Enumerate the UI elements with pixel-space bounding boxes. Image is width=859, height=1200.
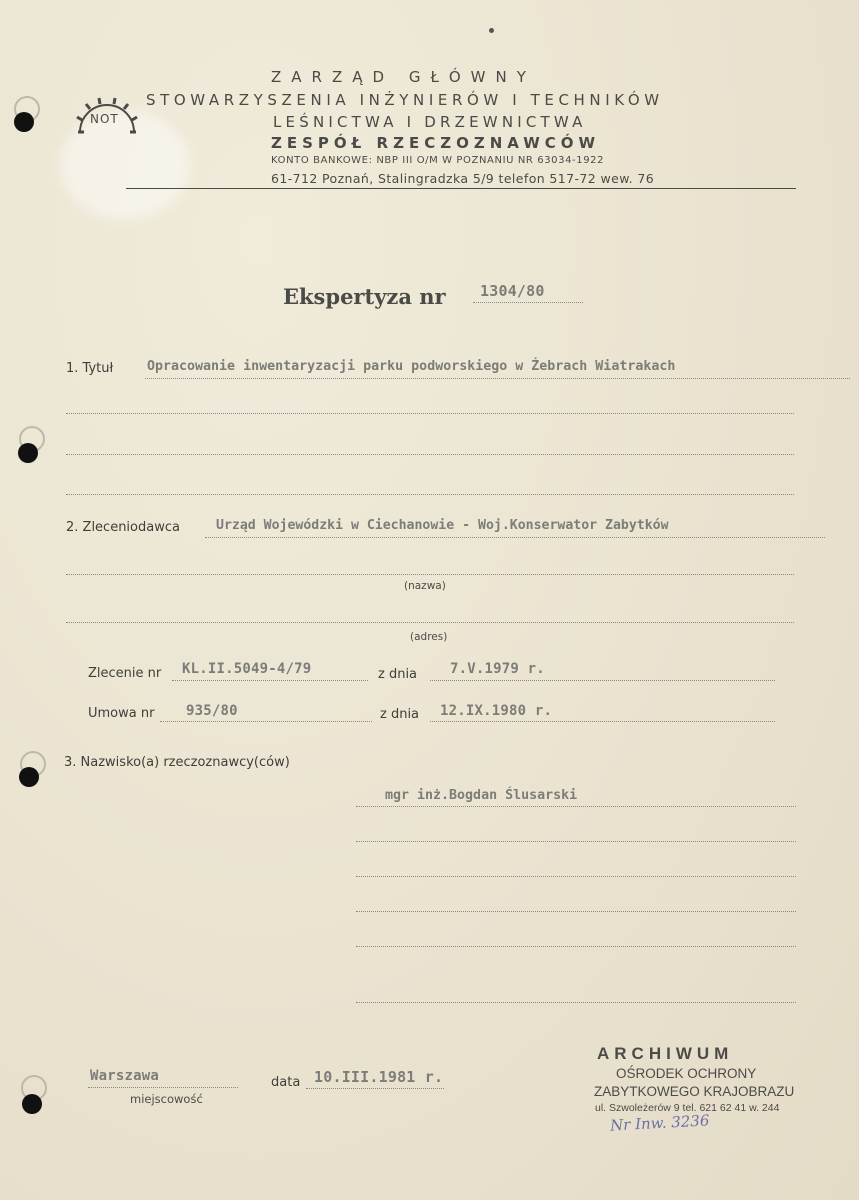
client-line-2: [66, 574, 794, 575]
date-line: [306, 1088, 444, 1089]
date-label: data: [271, 1075, 301, 1090]
order-date-label: z dnia: [378, 667, 418, 682]
experts-field-label: 3. Nazwisko(a) rzeczoznawcy(ców): [64, 755, 290, 770]
header-line-2: STOWARZYSZENIA INŻYNIERÓW I TECHNIKÓW: [146, 91, 664, 109]
title-field-value: Opracowanie inwentaryzacji parku podworskiego w Żebrach Wiatrakach: [147, 359, 676, 374]
number-line: [473, 302, 583, 303]
not-logo: [74, 92, 140, 136]
client-line-1: [205, 537, 825, 538]
experts-line-6: [356, 1002, 796, 1003]
header-line-4: ZESPÓŁ RZECZOZNAWCÓW: [271, 134, 601, 152]
punch-hole: [19, 767, 39, 787]
client-field-value: Urząd Wojewódzki w Ciechanowie - Woj.Konserwator Zabytków: [216, 518, 669, 533]
stamp-line-4: ul. Szwoleżerów 9 tel. 621 62 41 w. 244: [595, 1102, 780, 1114]
header-bank-account: KONTO BANKOWE: NBP III O/M W POZNANIU NR 63034-1922: [271, 155, 605, 166]
contract-date-label: z dnia: [380, 707, 420, 722]
document-number: 1304/80: [480, 282, 545, 300]
experts-line-1: [356, 806, 796, 807]
order-label: Zlecenie nr: [88, 666, 162, 681]
handwritten-inventory-number: Nr Inw. 3236: [609, 1111, 710, 1135]
experts-line-4: [356, 911, 796, 912]
title-field-label: 1. Tytuł: [66, 361, 114, 376]
header-rule: [126, 188, 796, 189]
client-line-3: [66, 622, 794, 623]
order-date: 7.V.1979 r.: [450, 661, 545, 677]
client-field-label: 2. Zleceniodawca: [66, 520, 180, 535]
stamp-line-3: ZABYTKOWEGO KRAJOBRAZU: [594, 1084, 795, 1099]
punch-hole: [18, 443, 38, 463]
title-line-4: [66, 494, 794, 495]
title-line-3: [66, 454, 794, 455]
title-line-2: [66, 413, 794, 414]
punch-hole: [22, 1094, 42, 1114]
ink-dot: [489, 28, 494, 33]
title-line-1: [145, 378, 850, 379]
header-line-3: LEŚNICTWA I DRZEWNICTWA: [273, 113, 587, 131]
place-line: [88, 1087, 238, 1088]
order-number: KL.II.5049-4/79: [182, 661, 312, 677]
logo-text: NOT: [90, 112, 119, 126]
date-value: 10.III.1981 r.: [314, 1068, 444, 1086]
name-caption: (nazwa): [404, 580, 446, 592]
experts-field-value: mgr inż.Bogdan Ślusarski: [385, 788, 578, 803]
stamp-line-2: OŚRODEK OCHRONY: [616, 1066, 757, 1081]
experts-line-3: [356, 876, 796, 877]
contract-number-line: [160, 721, 372, 722]
order-number-line: [172, 680, 368, 681]
place-value: Warszawa: [90, 1068, 160, 1084]
contract-date-line: [430, 721, 775, 722]
experts-line-5: [356, 946, 796, 947]
header-line-1: ZARZĄD GŁÓWNY: [271, 68, 536, 86]
contract-label: Umowa nr: [88, 706, 155, 721]
contract-date: 12.IX.1980 r.: [440, 703, 553, 719]
header-address: 61-712 Poznań, Stalingradzka 5/9 telefon 517-72 wew. 76: [271, 171, 655, 186]
experts-line-2: [356, 841, 796, 842]
document-title: Ekspertyza nr: [283, 284, 446, 309]
contract-number: 935/80: [186, 703, 238, 719]
place-caption: miejscowość: [130, 1092, 203, 1106]
stamp-line-1: ARCHIWUM: [597, 1044, 734, 1063]
address-caption: (adres): [410, 631, 448, 643]
order-date-line: [430, 680, 775, 681]
punch-hole: [14, 112, 34, 132]
